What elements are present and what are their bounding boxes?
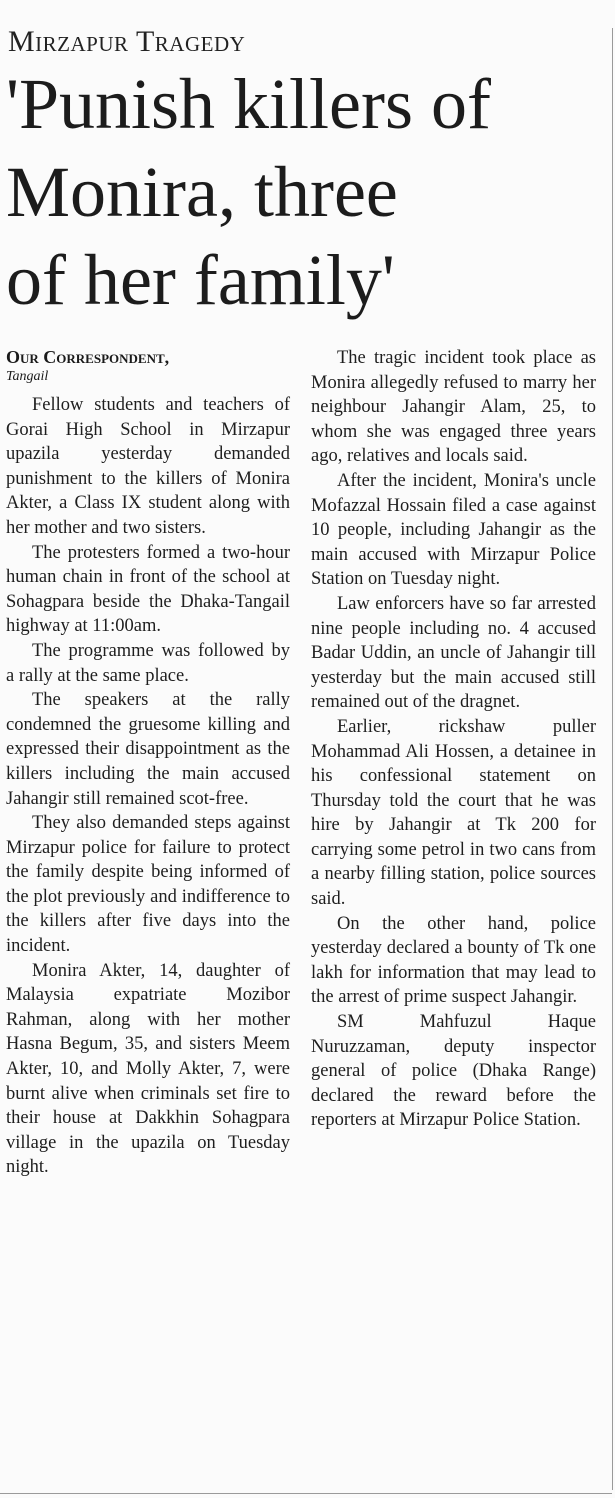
paragraph: The programme was followed by a rally at the same place.: [6, 640, 290, 686]
headline-line: of her family': [6, 240, 395, 320]
byline-name: Our Correspondent,: [6, 347, 170, 367]
article-column-left: [6, 393, 290, 1180]
headline-line: 'Punish killers of: [6, 64, 491, 144]
dateline: Tangail: [6, 369, 49, 384]
paragraph: The tragic incident took place as Monira allegedly refused to marry her neighbour Jahangir Alam, 25, to whom she was engaged three years ago, relatives and locals said.: [311, 348, 596, 467]
column-rule-right: [612, 28, 613, 1490]
paragraph: Law enforcers have so far arrested nine people including no. 4 accused Badar Uddin, an uncle of Jahangir till yesterday but the main accused still remained out of the dragnet.: [311, 593, 596, 713]
column-rule-bottom: [0, 1493, 612, 1494]
paragraph: They also demanded steps against Mirzapur police for failure to protect the family despite being informed of the plot previously and indifference to the killers after five days into the incident.: [6, 813, 290, 957]
article-column-right: [311, 346, 596, 1133]
paragraph: After the incident, Monira's uncle Mofazzal Hossain filed a case against 10 people, including Jahangir as the main accused with Mirzapur Police Station on Tuesday night.: [311, 470, 596, 590]
paragraph: Earlier, rickshaw puller Mohammad Ali Hossen, a detainee in his confessional statement on Thursday told the court that he was hire by Jahangir at Tk 200 for carrying some petrol in two cans from a nearby filling station, police sources said.: [311, 716, 596, 910]
headline-line: Monira, three: [6, 152, 398, 232]
article-kicker: Mirzapur Tragedy: [8, 25, 246, 58]
paragraph: Monira Akter, 14, daughter of Malaysia expatriate Mozibor Rahman, along with her mother Hasna Begum, 35, and sisters Meem Akter, 10, and Molly Akter, 7, were burnt alive when criminals set fire to their house at Dakkhin Sohagpara village in the upazila on Tuesday night.: [6, 960, 290, 1178]
paragraph: Fellow students and teachers of Gorai High School in Mirzapur upazila yesterday demanded punishment to the killers of Monira Akter, a Class IX student along with her mother and two sisters.: [6, 395, 290, 538]
article-headline: [6, 60, 606, 324]
paragraph: SM Mahfuzul Haque Nuruzzaman, deputy inspector general of police (Dhaka Range) declared the reward before the reporters at Mirzapur Police Station.: [311, 1012, 596, 1131]
paragraph: The speakers at the rally condemned the gruesome killing and expressed their disappointment as the killers including the main accused Jahangir still remained scot-free.: [6, 690, 290, 809]
paragraph: On the other hand, police yesterday declared a bounty of Tk one lakh for information that may lead to the arrest of prime suspect Jahangir.: [311, 913, 596, 1008]
paragraph: The protesters formed a two-hour human chain in front of the school at Sohagpara beside the Dhaka-Tangail highway at 11:00am.: [6, 542, 290, 637]
byline: [6, 346, 306, 386]
